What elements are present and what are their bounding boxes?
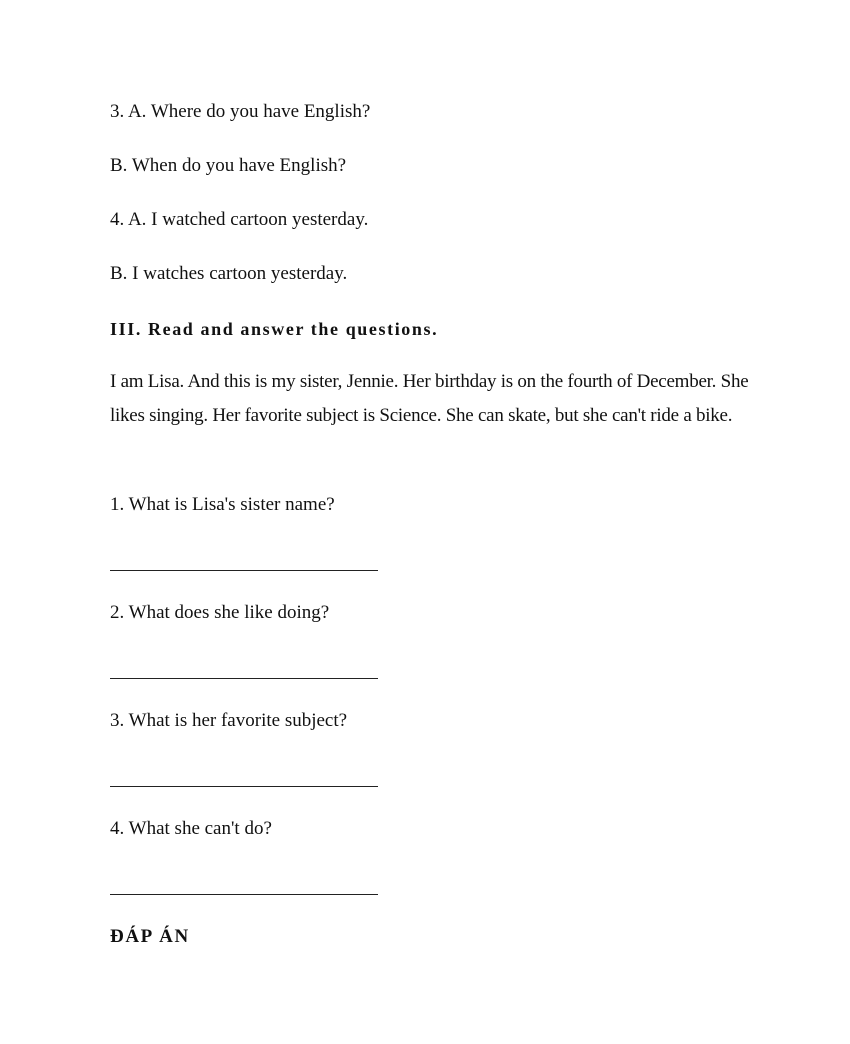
exercise2-item-4b: B. I watches cartoon yesterday. [110,263,348,284]
question-3: 3. What is her favorite subject? [110,710,348,731]
answer-blank-2 [110,677,378,679]
reading-passage: I am Lisa. And this is my sister, Jennie. Her birthday is on the fourth of December. She likes singing. Her favorite subject is Science. She can skate, but she can't ride a bike. [110,371,749,426]
question-1: 1. What is Lisa's sister name? [110,494,335,515]
exercise2-item-3b: B. When do you have English? [110,155,347,176]
section3-heading: III. Read and answer the questions. [110,319,439,339]
question-4: 4. What she can't do? [110,818,272,839]
exercise2-item-3a: 3. A. Where do you have English? [110,101,371,122]
answer-blank-3 [110,785,378,787]
exercise2-item-4a: 4. A. I watched cartoon yesterday. [110,209,369,230]
answers-heading: ĐÁP ÁN [110,926,190,947]
question-2: 2. What does she like doing? [110,602,330,623]
answer-blank-4 [110,893,378,895]
answer-blank-1 [110,569,378,571]
